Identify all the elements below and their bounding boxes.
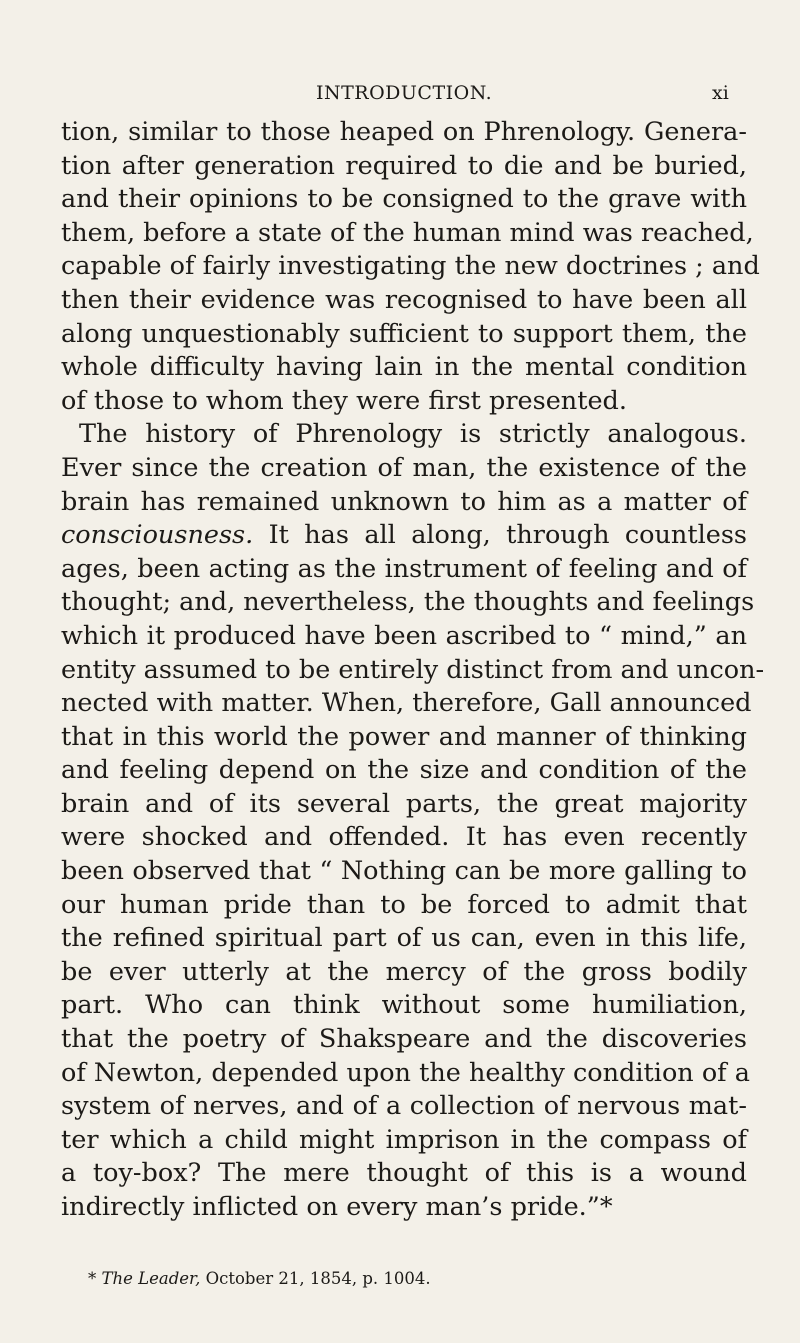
text-line: that in this world the power and manner of thinking <box>61 721 747 752</box>
text-line: whole difficulty having lain in the mental condition <box>61 352 747 383</box>
footnote-source: The Leader, <box>101 1269 201 1288</box>
text-line: tion, similar to those heaped on Phrenology. Genera- <box>61 117 747 147</box>
text-line: them, before a state of the human mind was reached, <box>61 217 754 248</box>
text-line: a toy-box? The mere thought of this is a wound <box>61 1158 747 1189</box>
text-line: brain has remained unknown to him as a matter of <box>61 486 747 517</box>
body-text <box>61 116 765 1225</box>
text-line: along unquestionably sufficient to support them, the <box>61 318 747 349</box>
footnote-details: October 21, 1854, p. 1004. <box>200 1269 431 1288</box>
text-line: and their opinions to be consigned to the grave with <box>61 184 747 215</box>
text-line: our human pride than to be forced to admit that <box>61 889 747 920</box>
paragraph-start-line: The history of Phrenology is strictly analogous. <box>79 419 747 450</box>
footnote-marker: * <box>88 1269 97 1288</box>
text-line: capable of fairly investigating the new doctrines ; and <box>61 251 760 282</box>
text-line: of Newton, depended upon the healthy condition of a <box>61 1057 750 1088</box>
text-line: were shocked and offended. It has even recently <box>61 822 747 853</box>
text-line: the refined spiritual part of us can, even in this life, <box>61 923 747 954</box>
text-line: then their evidence was recognised to have been all <box>61 284 747 315</box>
text-line: Ever since the creation of man, the existence of the <box>61 452 747 483</box>
text-line: thought; and, nevertheless, the thoughts and feelings <box>61 587 755 618</box>
running-head <box>0 74 800 104</box>
text-line: and feeling depend on the size and condition of the <box>61 755 747 786</box>
text-line: nected with matter. When, therefore, Gall announced <box>61 688 752 719</box>
paragraph-end-line: indirectly inflicted on every man’s pride.”* <box>61 1192 613 1222</box>
page-number: xi <box>712 82 729 104</box>
text-line: which it produced have been ascribed to “ mind,” an <box>61 620 747 651</box>
text-line: be ever utterly at the mercy of the gross bodily <box>61 956 747 987</box>
text-line: ages, been acting as the instrument of feeling and of <box>61 553 747 584</box>
text-line: ter which a child might imprison in the compass of <box>61 1124 747 1155</box>
text-line: system of nerves, and of a collection of nervous mat- <box>61 1091 747 1122</box>
emphasis-text: consciousness. <box>61 520 254 551</box>
footnote <box>88 1269 431 1288</box>
text-line: consciousness. It has all along, through countless <box>61 520 747 551</box>
text-line: been observed that “ Nothing can be more galling to <box>61 856 747 887</box>
text-line: part. Who can think without some humiliation, <box>61 990 747 1021</box>
text-line: tion after generation required to die and be buried, <box>61 150 747 181</box>
text-line: that the poetry of Shakspeare and the discoveries <box>61 1024 747 1055</box>
text-line: brain and of its several parts, the great majority <box>61 788 747 819</box>
running-head-title: INTRODUCTION. <box>316 82 493 104</box>
paragraph-end-line: of those to whom they were first presented. <box>61 385 627 416</box>
text-line: entity assumed to be entirely distinct from and uncon- <box>61 654 765 685</box>
